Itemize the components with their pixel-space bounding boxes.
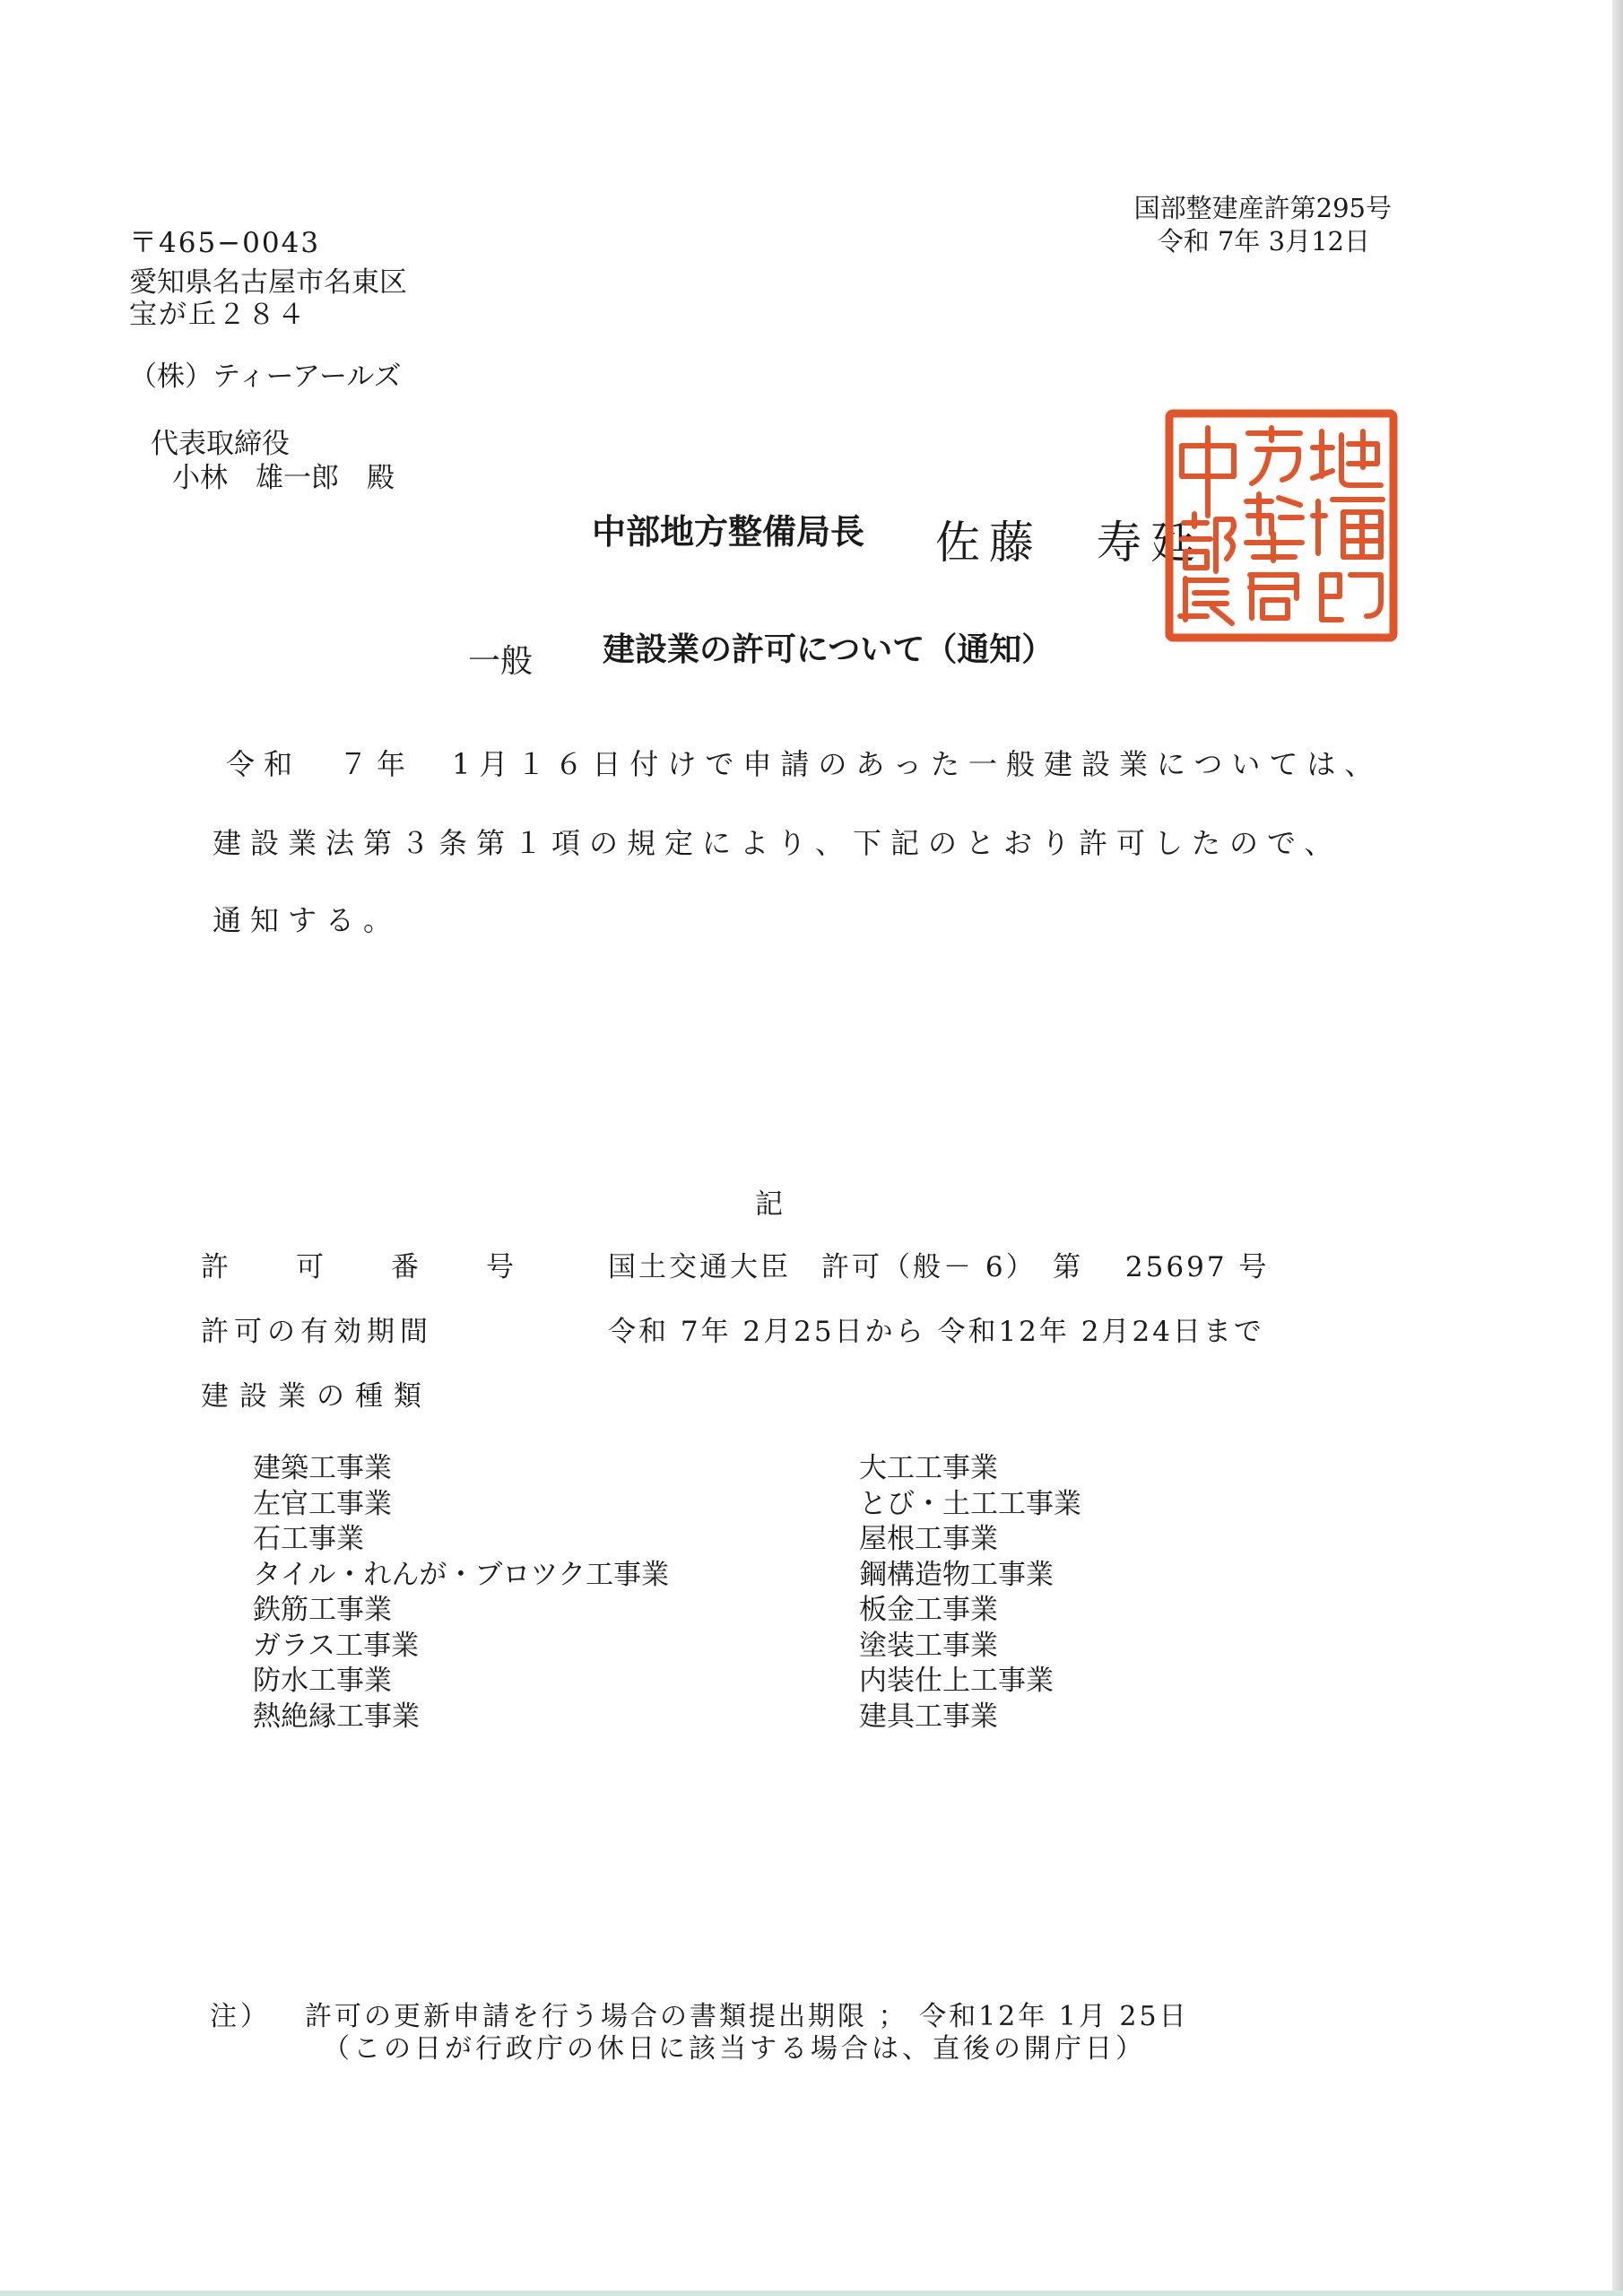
construction-type-item: 内装仕上工事業	[859, 1665, 1054, 1697]
issuer-title: 中部地方整備局長	[592, 511, 865, 552]
recipient-position: 代表取締役	[151, 428, 290, 460]
license-kind: 一般	[468, 643, 534, 680]
recipient-name: 小林 雄一郎 殿	[172, 462, 395, 494]
construction-types-right	[859, 1451, 1081, 1735]
construction-type-item: 板金工事業	[859, 1594, 998, 1626]
construction-type-item: 鋼構造物工事業	[859, 1558, 1054, 1591]
validity-label: 許可の有効期間	[201, 1316, 433, 1348]
construction-type-item: 鉄筋工事業	[253, 1594, 392, 1626]
construction-types-left	[253, 1451, 669, 1735]
validity-value: 令和 7年 2月25日から 令和12年 2月24日まで	[608, 1316, 1264, 1348]
permit-number-label: 許 可 番 号	[201, 1251, 534, 1283]
body-line-3: 通知する。	[213, 903, 402, 937]
construction-type-item: ガラス工事業	[253, 1629, 420, 1662]
note-line-1: 許可の更新申請を行う場合の書類提出期限 ； 令和12年 1月 25日	[305, 2001, 1189, 2032]
reference-date: 令和 7年 3月12日	[1157, 226, 1370, 257]
construction-type-item: 防水工事業	[253, 1665, 392, 1697]
construction-type-item: 石工事業	[253, 1523, 364, 1555]
official-seal-stamp	[1164, 408, 1399, 643]
reference-number: 国部整建産許第295号	[1133, 193, 1392, 223]
permit-number-value: 国土交通大臣 許可（般－ 6） 第 25697 号	[608, 1251, 1270, 1283]
construction-type-item: とび・土工工事業	[859, 1487, 1081, 1520]
ki-heading: 記	[755, 1188, 783, 1221]
construction-type-item: 左官工事業	[253, 1487, 392, 1520]
recipient-address-line2: 宝が丘２８４	[129, 299, 307, 331]
construction-type-item: 建具工事業	[859, 1700, 998, 1733]
note-prefix: 注）	[210, 2001, 271, 2032]
construction-type-item: 大工工事業	[859, 1452, 998, 1484]
construction-type-item: タイル・れんが・ブロツク工事業	[253, 1558, 670, 1591]
page-bottom-edge	[0, 2291, 1623, 2296]
body-line-2: 建設業法第３条第１項の規定により、下記のとおり許可したので、	[213, 826, 1342, 860]
document-title: 建設業の許可について（通知）	[603, 631, 1055, 668]
page-edge-shadow	[1612, 0, 1623, 2296]
body-line-1: 令和 ７年 1月１６日付けで申請のあった一般建設業については、	[226, 747, 1383, 781]
construction-type-item: 建築工事業	[253, 1452, 392, 1484]
recipient-address-line1: 愛知県名古屋市名東区	[129, 266, 407, 299]
issuer-name: 佐藤 寿延	[935, 517, 1204, 569]
construction-type-item: 熱絶縁工事業	[253, 1700, 420, 1733]
construction-type-item: 屋根工事業	[859, 1523, 998, 1555]
construction-types-label: 建設業の種類	[201, 1380, 432, 1413]
construction-type-item: 塗装工事業	[859, 1629, 998, 1662]
recipient-company: （株）ティーアールズ	[129, 361, 402, 393]
recipient-postal-code: 〒465−0043	[129, 227, 321, 259]
note-line-2: （この日が行政庁の休日に該当する場合は、直後の開庁日）	[323, 2033, 1146, 2065]
